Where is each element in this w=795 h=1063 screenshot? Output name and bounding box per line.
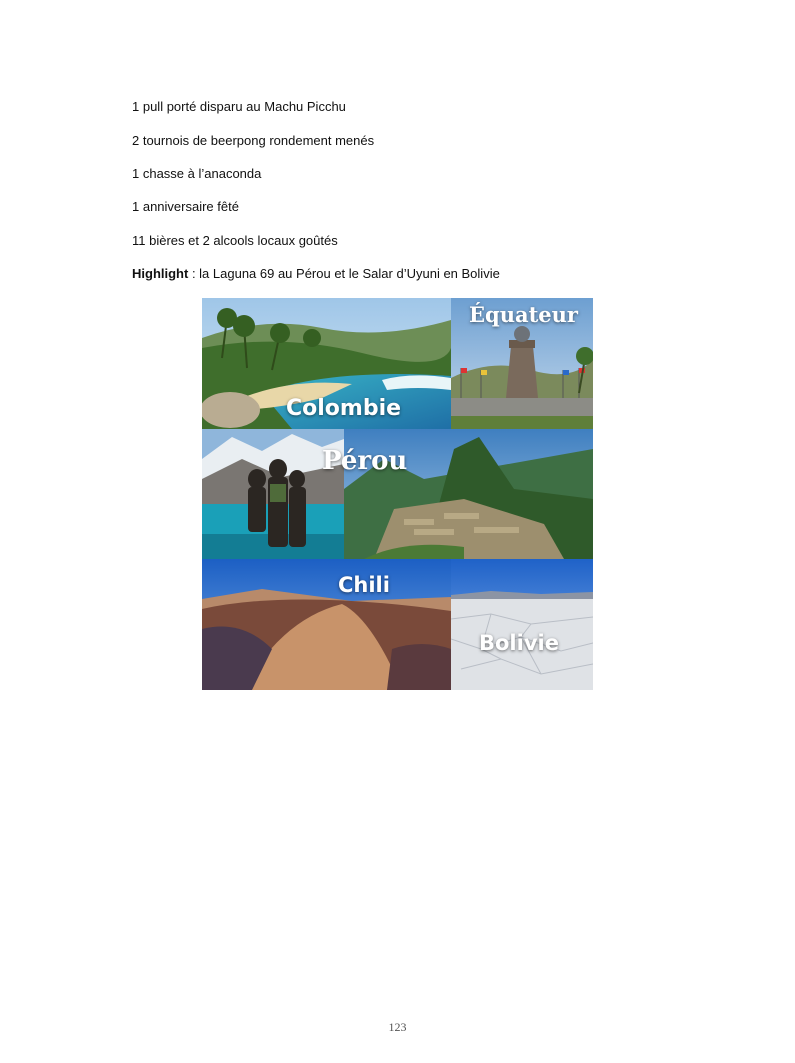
south-america-photo-collage <box>202 298 593 690</box>
chili-photo <box>202 559 451 690</box>
highlight-text: : la Laguna 69 au Pérou et le Salar d’Uyuni en Bolivie <box>188 266 500 281</box>
text-line-1: 1 pull porté disparu au Machu Picchu <box>132 99 346 114</box>
page-number: 123 <box>388 1020 407 1034</box>
bolivie-photo <box>451 559 593 690</box>
bolivie-label: Bolivie <box>479 631 559 655</box>
text-line-2: 2 tournois de beerpong rondement menés <box>132 133 375 148</box>
colombie-label: Colombie <box>286 396 402 421</box>
text-line-3: 1 chasse à l’anaconda <box>132 166 262 181</box>
equateur-label: Équateur <box>469 302 578 327</box>
text-line-5: 11 bières et 2 alcools locaux goûtés <box>132 233 338 248</box>
equateur-photo <box>451 298 593 429</box>
colombie-photo <box>202 298 451 429</box>
perou-label: Pérou <box>322 446 408 476</box>
highlight-line <box>132 266 500 282</box>
chili-label: Chili <box>338 573 390 597</box>
text-line-4: 1 anniversaire fêté <box>132 199 239 214</box>
highlight-label: Highlight <box>132 266 189 281</box>
